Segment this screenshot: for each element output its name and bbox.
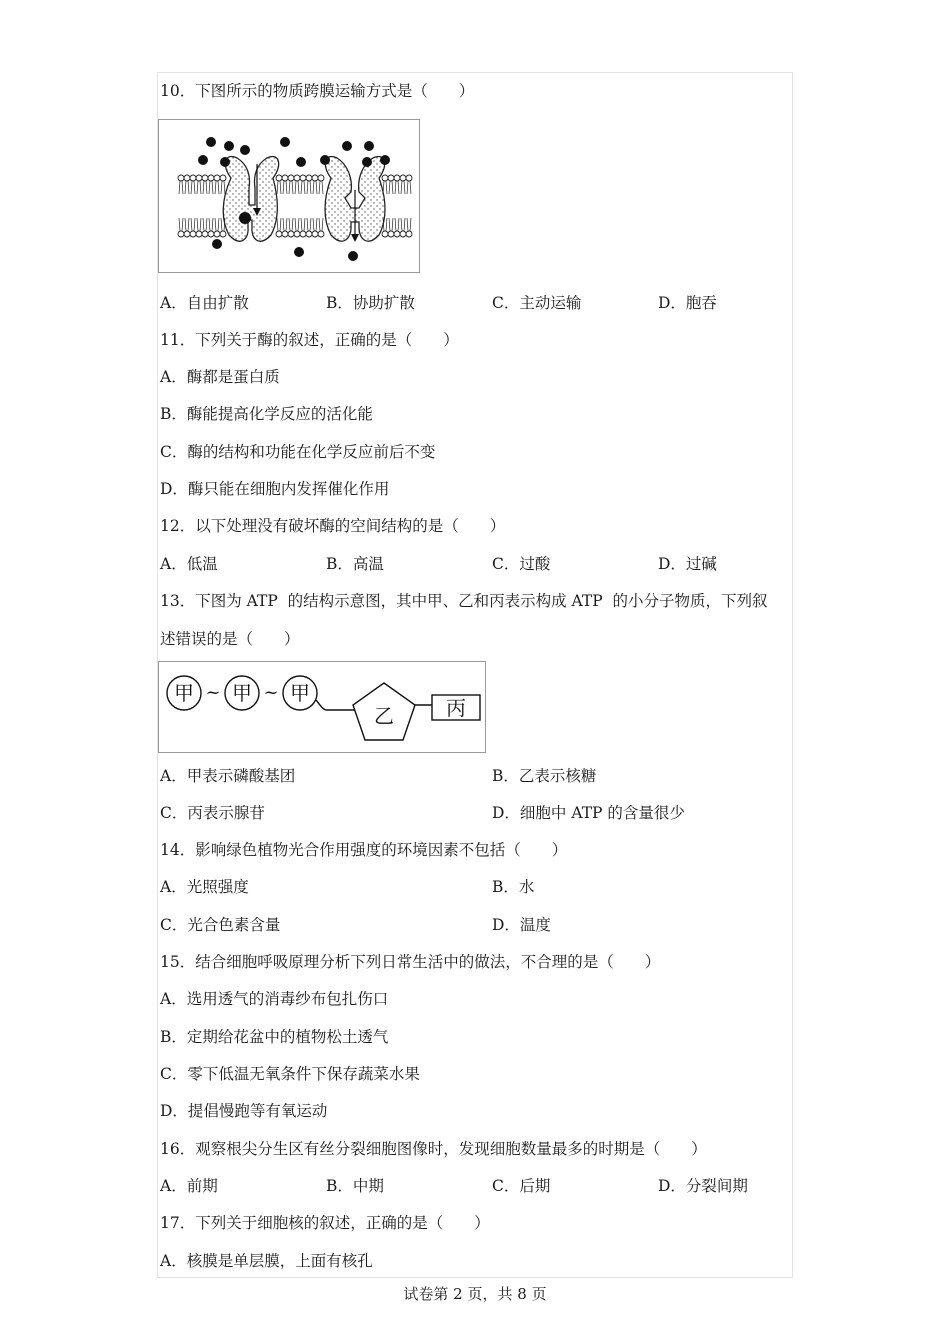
q16-option-c[interactable]: C．后期 (492, 1177, 551, 1195)
channel-protein-1 (223, 156, 278, 241)
jia-label-3: 甲 (290, 681, 310, 705)
q10-stem: 10．下图所示的物质跨膜运输方式是（ ） (160, 82, 475, 100)
q14-option-a[interactable]: A．光照强度 (160, 878, 249, 896)
q12-stem: 12．以下处理没有破坏酶的空间结构的是（ ） (160, 517, 506, 535)
q10-option-a[interactable]: A．自由扩散 (160, 294, 249, 312)
tilde-1: ~ (205, 682, 221, 703)
yi-label: 乙 (374, 704, 394, 728)
q16-option-a[interactable]: A．前期 (160, 1177, 218, 1195)
q15-option-c[interactable]: C．零下低温无氧条件下保存蔬菜水果 (160, 1065, 420, 1083)
q11-stem: 11．下列关于酶的叙述，正确的是（ ） (160, 331, 459, 349)
q10-option-c[interactable]: C．主动运输 (492, 294, 582, 312)
q14-option-d[interactable]: D．温度 (492, 916, 551, 934)
q11-option-d[interactable]: D．酶只能在细胞内发挥催化作用 (160, 480, 390, 498)
q17-stem: 17．下列关于细胞核的叙述，正确的是（ ） (160, 1214, 490, 1232)
q12-option-c[interactable]: C．过酸 (492, 555, 551, 573)
q13-stem-line1: 13．下图为 ATP 的结构示意图，其中甲、乙和丙表示构成 ATP 的小分子物质，下列叙 (160, 592, 768, 610)
q13-option-a[interactable]: A．甲表示磷酸基团 (160, 767, 296, 785)
q12-option-a[interactable]: A．低温 (160, 555, 218, 573)
tilde-2: ~ (263, 682, 279, 703)
page-footer: 试卷第 2 页，共 8 页 (403, 1285, 547, 1303)
bing-label: 丙 (446, 696, 466, 720)
q16-option-d[interactable]: D．分裂间期 (658, 1177, 748, 1195)
q17-option-a[interactable]: A．核膜是单层膜，上面有核孔 (160, 1252, 373, 1270)
q15-option-b[interactable]: B．定期给花盆中的植物松土透气 (160, 1028, 389, 1046)
atp-structure-figure (158, 661, 486, 753)
q15-option-a[interactable]: A．选用透气的消毒纱布包扎伤口 (160, 990, 389, 1008)
q12-option-b[interactable]: B．高温 (326, 555, 384, 573)
q16-option-b[interactable]: B．中期 (326, 1177, 384, 1195)
q10-option-d[interactable]: D．胞吞 (658, 294, 717, 312)
membrane-diagram (159, 120, 419, 272)
q13-option-c[interactable]: C．丙表示腺苷 (160, 804, 265, 822)
atp-diagram (159, 662, 485, 752)
q15-stem: 15．结合细胞呼吸原理分析下列日常生活中的做法，不合理的是（ ） (160, 953, 661, 971)
q13-stem-line2: 述错误的是（ ） (160, 630, 300, 648)
q11-option-a[interactable]: A．酶都是蛋白质 (160, 368, 280, 386)
q13-option-d[interactable]: D．细胞中 ATP 的含量很少 (492, 804, 685, 822)
q13-option-b[interactable]: B．乙表示核糖 (492, 767, 597, 785)
q11-option-c[interactable]: C．酶的结构和功能在化学反应前后不变 (160, 443, 436, 461)
q14-option-b[interactable]: B．水 (492, 878, 535, 896)
q16-stem: 16．观察根尖分生区有丝分裂细胞图像时，发现细胞数量最多的时期是（ ） (160, 1140, 707, 1158)
q14-stem: 14．影响绿色植物光合作用强度的环境因素不包括（ ） (160, 841, 568, 859)
q12-option-d[interactable]: D．过碱 (658, 555, 717, 573)
membrane-transport-figure (158, 119, 420, 273)
q11-option-b[interactable]: B．酶能提高化学反应的活化能 (160, 405, 373, 423)
jia-label-1: 甲 (174, 681, 194, 705)
q15-option-d[interactable]: D．提倡慢跑等有氧运动 (160, 1102, 328, 1120)
q14-option-c[interactable]: C．光合色素含量 (160, 916, 281, 934)
q10-option-b[interactable]: B．协助扩散 (326, 294, 415, 312)
jia-label-2: 甲 (232, 681, 252, 705)
